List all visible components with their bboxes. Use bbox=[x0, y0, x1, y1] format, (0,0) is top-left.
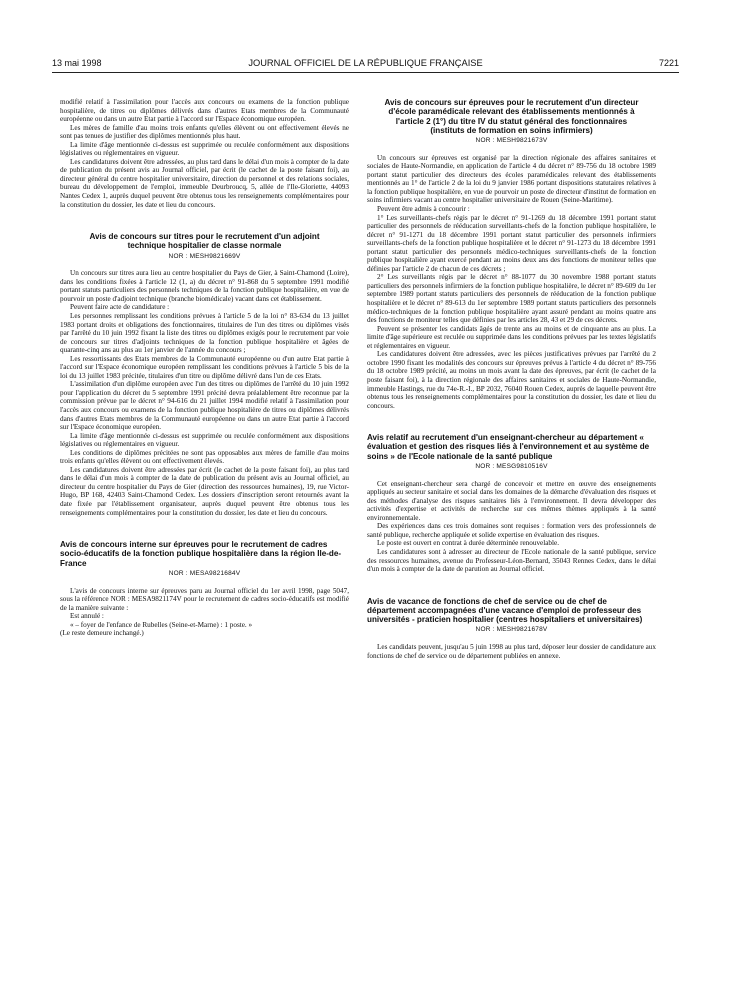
paragraph: Les conditions de diplômes précitées ne sont pas opposables aux mères de famille d'au moins trois enfants qu'elles élèvent ou ont effectivement élevés. bbox=[60, 448, 349, 466]
paragraph: Cet enseignant-chercheur sera chargé de concevoir et mettre en œuvre des enseignements appliqués au secteur sanitaire et social dans les domaines de la démarche d'évaluation des risques et des méthodes d'analyse des risques sanitaires liés à l'environnement. Il devra développer des activités d'expertise et activités de recherche sur ces mêmes thèmes appliqués à la santé environnementale. bbox=[367, 479, 656, 522]
paragraph: « – foyer de l'enfance de Rubelles (Seine-et-Marne) : 1 poste. » bbox=[70, 620, 253, 629]
paragraph: Un concours sur titres aura lieu au centre hospitalier du Pays de Gier, à Saint-Chamond (Loire), dans les conditions fixées à l'article 12 (1, a) du décret n° 91-868 du 5 septembre 1991 modifié portant statuts particuliers des personnels techniques de la fonction publique hospitalière, en vue de pourvoir un poste d'adjoint technique (branche biomédicale) vacant dans cet établissement. bbox=[60, 269, 349, 303]
paragraph: L'assimilation d'un diplôme européen avec l'un des titres ou diplômes de l'arrêté du 10 juin 1992 pour l'application du décret du 5 septembre 1991 précité devra préalablement être reconnue par la commission prévue par le décret n° 94-616 du 21 juillet 1994 modifié relatif à l'assimilation pour l'accès aux concours ou examens de la fonction publique hospitalière de titres ou diplômes délivrés dans d'autres Etats membres de la Communauté européenne ou dans un autre Etat partie à l'accord sur l'Espace économique européen. bbox=[60, 380, 349, 432]
paragraph: Les candidatures sont à adresser au directeur de l'Ecole nationale de la santé publique, service des ressources humaines, avenue du Professeur-Léon-Bernard, 35043 Rennes Cedex, dans le délai d'un mois à compter de la date de parution au Journal officiel. bbox=[367, 547, 656, 574]
paragraph: Les personnes remplissant les conditions prévues à l'article 5 de la loi n° 83-634 du 13 juillet 1983 portant droits et obligations des fonctionnaires, titulaires de l'un des titres ou diplômes visés par l'arrêté du 10 juin 1992 fixant la liste des titres ou diplômes exigés pour le recrutement par voie de concours sur titres d'adjoints techniques de la fonction publique hospitalière et âgées de quarante-cinq ans au plus au 1er janvier de l'année du concours ; bbox=[60, 311, 349, 355]
left-column bbox=[60, 98, 349, 638]
paragraph: Les candidatures doivent être adressées, avec les pièces justificatives prévues par l'arrêté du 2 octobre 1990 fixant les modalités des concours sur épreuves prévus à l'article 4 du décret n° 89-756 du 18 octobre 1989 précité, au moins un mois avant la date des épreuves, par écrit (le cachet de la poste faisant foi), à la direction régionale des affaires sanitaires et sociales de Haute-Normandie, immeuble Hastings, rue du 74e-R.-I., BP 2032, 76040 Rouen Cedex, auprès de laquelle peuvent être obtenus tous les renseignements complémentaires pour la constitution du dossier, les date et lieu du concours. bbox=[367, 350, 656, 410]
paragraph: Le poste est ouvert en contrat à durée déterminée renouvelable. bbox=[377, 539, 560, 548]
paragraph: 2° Les surveillants régis par le décret n° 88-1077 du 30 novembre 1988 portant statuts particuliers des personnels infirmiers de la fonction publique hospitalière, le décret n° 89-609 du 1er septembre 1989 portant statuts particuliers des personnels de rééducation de la fonction publique hospitalière et le décret n° 89-613 du 1er septembre 1989 portant statuts particuliers des personnels médico-techniques de la fonction publique hospitalière ayant assuré pendant au moins quatre ans des fonctions de moniteur telles que définies par les articles 28, 43 et 29 de ces décrets. bbox=[367, 273, 656, 325]
paragraph: (Le reste demeure inchangé.) bbox=[60, 629, 144, 638]
notice-title: Avis de concours sur titres pour le recrutement d'un adjoint technique hospitalier de classe normale bbox=[89, 232, 320, 251]
nor-reference: NOR : MESG9810516V bbox=[475, 463, 548, 471]
nor-reference: NOR : MESH9821673V bbox=[475, 137, 548, 145]
paragraph: L'avis de concours interne sur épreuves paru au Journal officiel du 1er avril 1998, page 5047, sous la référence NOR : MESA9821174V pour le recrutement de cadres socio-éducatifs est modifié de la manière suivante : bbox=[60, 586, 349, 612]
paragraph: Les candidatures doivent être adressées, au plus tard dans le délai d'un mois à compter de la date de publication du présent avis au Journal officiel, par écrit (le cachet de la poste faisant foi), au directeur général du centre hospitalier universitaire, direction du personnel et des relations sociales, bureau du développement de l'emploi, immeuble Deurbroucq, 5, allée de l'Ile-Gloriette, 44093 Nantes Cedex 1, auprès duquel peuvent être obtenus tous les renseignements complémentaires pour la constitution du dossier, les date et lieu du concours. bbox=[60, 157, 349, 209]
notice-title: Avis de vacance de fonctions de chef de service ou de chef de département accompagnées d'une vacance d'emploi de professeur des universités - praticien hospitalier (centres hospitaliers et universitaires) bbox=[367, 596, 643, 625]
notice-title: Avis relatif au recrutement d'un enseignant-chercheur au département « évaluation et gestion des risques liés à l'environnement et au système de soins » de l'Ecole nationale de la santé publique bbox=[367, 433, 650, 461]
header-page-number: 7221 bbox=[658, 58, 679, 68]
nor-reference: NOR : MESA9821684V bbox=[168, 570, 241, 577]
notice-title: Avis de concours sur épreuves pour le recrutement d'un directeur d'école paramédicale relevant des établissements mentionnés à l'article 2 (1°) du titre IV du statut général des fonctionnaires (instituts de formation en soins infirmiers) bbox=[384, 98, 639, 135]
notice-title: Avis de concours interne sur épreuves pour le recrutement de cadres socio-éducatifs de la fonction publique hospitalière dans la région Ile-de-France bbox=[60, 540, 342, 568]
paragraph: Des expériences dans ces trois domaines sont requises : formation vers des professionnels de santé publique, recherche appliquée et solide expertise en évaluation des risques. bbox=[367, 522, 656, 539]
paragraph: Peuvent être admis à concourir : bbox=[377, 205, 470, 214]
nor-reference: NOR : MESH9821678V bbox=[475, 626, 548, 634]
paragraph: Peuvent se présenter les candidats âgés de trente ans au moins et de cinquante ans au plus. La limite d'âge supérieure est reculée ou supprimée dans les conditions prévues par les textes législatifs et réglementaires en vigueur. bbox=[367, 324, 656, 350]
paragraph: La limite d'âge mentionnée ci-dessus est supprimée ou reculée conformément aux dispositions législatives ou réglementaires en vigueur. bbox=[60, 431, 349, 449]
paragraph: modifié relatif à l'assimilation pour l'accès aux concours ou examens de la fonction publique hospitalière, de titres ou diplômes délivrés dans d'autres Etats membres de la Communauté européenne ou dans un autre Etat partie à l'accord sur l'Espace économique européen. bbox=[60, 98, 349, 124]
paragraph: Les ressortissants des Etats membres de la Communauté européenne ou d'un autre Etat partie à l'accord sur l'Espace économique européen remplissant les conditions prévues à l'article 5 bis de la loi du 13 juillet 1983 précitée, titulaires d'un titre ou diplôme délivré dans l'un de ces Etats. bbox=[60, 354, 349, 380]
paragraph: Les candidatures doivent être adressées par écrit (le cachet de la poste faisant foi), au plus tard dans le délai d'un mois à compter de la date de publication du présent avis au Journal officiel, au directeur du centre hospitalier du Pays de Gier (direction des ressources humaines), 19, rue Victor-Hugo, BP 168, 42403 Saint-Chamond Cedex. Les dossiers d'inscription seront retournés avant la date fixée par l'établissement organisateur, auprès duquel peuvent être obtenus tous les renseignements complémentaires pour la constitution du dossier, les date et lieu du concours. bbox=[60, 465, 349, 517]
right-column bbox=[367, 98, 656, 660]
paragraph: Les candidats peuvent, jusqu'au 5 juin 1998 au plus tard, déposer leur dossier de candidature aux fonctions de chef de service ou de département publiées en annexe. bbox=[367, 643, 656, 660]
header-rule bbox=[52, 72, 679, 73]
paragraph: Peuvent faire acte de candidature : bbox=[70, 303, 170, 312]
page-header bbox=[52, 58, 679, 72]
header-date: 13 mai 1998 bbox=[52, 58, 102, 68]
nor-reference: NOR : MESH9821669V bbox=[168, 252, 241, 260]
paragraph: 1° Les surveillants-chefs régis par le décret n° 91-1269 du 18 décembre 1991 portant statut particulier des personnels de rééducation surveillants-chefs de la fonction publique hospitalière, le décret n° 91-1271 du 18 décembre 1991 portant statut particulier des personnels infirmiers surveillants-chefs de la fonction publique hospitalière et le décret n° 91-1273 du 18 décembre 1991 portant statut particulier des personnels médico-techniques surveillants-chefs de la fonction publique hospitalière ayant exercé pendant au moins deux ans des fonctions de moniteur telles que définies par l'article 2 de chacun de ces décrets ; bbox=[367, 213, 656, 273]
paragraph: La limite d'âge mentionnée ci-dessus est supprimée ou reculée conformément aux dispositions législatives ou réglementaires en vigueur. bbox=[60, 140, 349, 158]
paragraph: Les mères de famille d'au moins trois enfants qu'elles élèvent ou ont effectivement élevés ne sont pas tenues de justifier des diplômes mentionnés plus haut. bbox=[60, 123, 349, 141]
paragraph: Est annulé : bbox=[70, 612, 104, 621]
header-journal-title: JOURNAL OFFICIEL DE LA RÉPUBLIQUE FRANÇAISE bbox=[248, 58, 483, 68]
paragraph: Un concours sur épreuves est organisé par la direction régionale des affaires sanitaires et sociales de Haute-Normandie, en application de l'article 4 du décret n° 89-756 du 18 octobre 1989 portant statut particulier des directeurs des écoles paramédicales relevant des établissements mentionnés au 1° de l'article 2 de la loi du 9 janvier 1986 portant dispositions statutaires relatives à la fonction publique hospitalière, en vue de pourvoir un poste de directeur d'institut de formation en soins infirmiers vacant au centre hospitalier universitaire de Rouen (Seine-Maritime). bbox=[367, 153, 656, 205]
